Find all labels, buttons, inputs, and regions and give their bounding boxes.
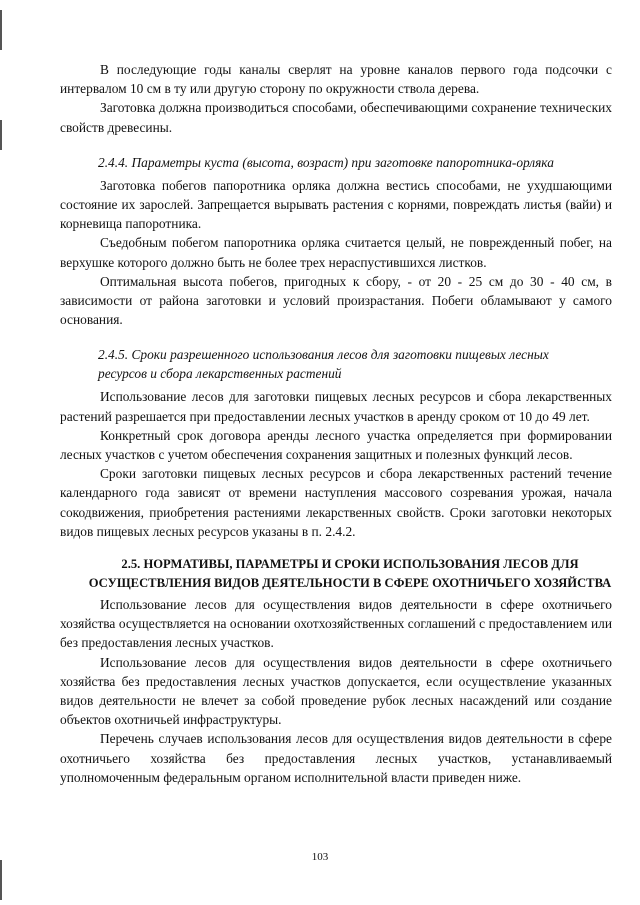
body-paragraph: Заготовка должна производиться способами, обеспечивающими сохранение технических свойств древесины. [60, 100, 612, 135]
body-paragraph: Использование лесов для заготовки пищевых лесных ресурсов и сбора лекарственных растений разрешается при предоставлении лесных участков в аренду сроком от 10 до 49 лет. [60, 389, 612, 424]
body-paragraph: Перечень случаев использования лесов для осуществления видов деятельности в сфере охотничьего хозяйства без предоставления лесных участков, устанавливаемый уполномоченным федеральным органом исполнительной власти приведен ниже. [60, 731, 612, 785]
body-paragraph: Съедобным побегом папоротника орляка считается целый, не поврежденный побег, на верхушке которого должно быть не более трех нераспустившихся листков. [60, 235, 612, 270]
scan-edge-mark [0, 10, 2, 50]
section-heading-2-4-5: 2.4.5. Сроки разрешенного использования лесов для заготовки пищевых лесных ресурсов и сбора лекарственных растений [98, 347, 549, 382]
section-heading-2-5-line2: ОСУЩЕСТВЛЕНИЯ ВИДОВ ДЕЯТЕЛЬНОСТИ В СФЕРЕ ОХОТНИЧЬЕГО ХОЗЯЙСТВА [88, 576, 612, 591]
body-paragraph: Сроки заготовки пищевых лесных ресурсов и сбора лекарственных растений течение календарного года зависят от времени наступления массового созревания урожая, начала сокодвижения, приобретения растениями лекарственных свойств. Сроки заготовки некоторых видов пищевых лесных ресурсов указаны в п. 2.4.2. [60, 466, 612, 539]
body-paragraph: Использование лесов для осуществления видов деятельности в сфере охотничьего хозяйства без предоставления лесных участков допускается, если осуществление указанных видов деятельности не влечет за собой проведение рубок лесных насаждений или создание объектов охотничьей инфраструктуры. [60, 654, 612, 728]
body-paragraph: В последующие годы каналы сверлят на уровне каналов первого года подсочки с интервалом 10 см в ту или другую сторону по окружности ствола дерева. [60, 62, 612, 97]
section-heading-2-5-line1: 2.5. НОРМАТИВЫ, ПАРАМЕТРЫ И СРОКИ ИСПОЛЬЗОВАНИЯ ЛЕСОВ ДЛЯ [121, 557, 579, 572]
section-heading-2-4-4: 2.4.4. Параметры куста (высота, возраст) при заготовке папоротника-орляка [98, 154, 554, 170]
body-paragraph: Заготовка побегов папоротника орляка должна вестись способами, не ухудшающими состояние их зарослей. Запрещается вырывать растения с корнями, повреждать листья (вайи) и корневища папоротника. [60, 177, 612, 232]
page-number: 103 [311, 851, 329, 863]
page-content [60, 60, 612, 787]
body-paragraph: Конкретный срок договора аренды лесного участка определяется при формировании лесных участков с учетом обеспечения сохранения защитных и полезных функций лесов. [60, 427, 612, 463]
scan-edge-mark [0, 120, 2, 150]
body-paragraph: Использование лесов для осуществления видов деятельности в сфере охотничьего хозяйства осуществляется на основании охотхозяйственных соглашений с предоставлением или без предоставления лесных участков. [60, 597, 612, 651]
body-paragraph: Оптимальная высота побегов, пригодных к сбору, - от 20 - 25 см до 30 - 40 см, в зависимости от района заготовки и условий произрастания. Побеги обламывают у самого основания. [60, 273, 612, 328]
scan-edge-mark [0, 860, 2, 900]
